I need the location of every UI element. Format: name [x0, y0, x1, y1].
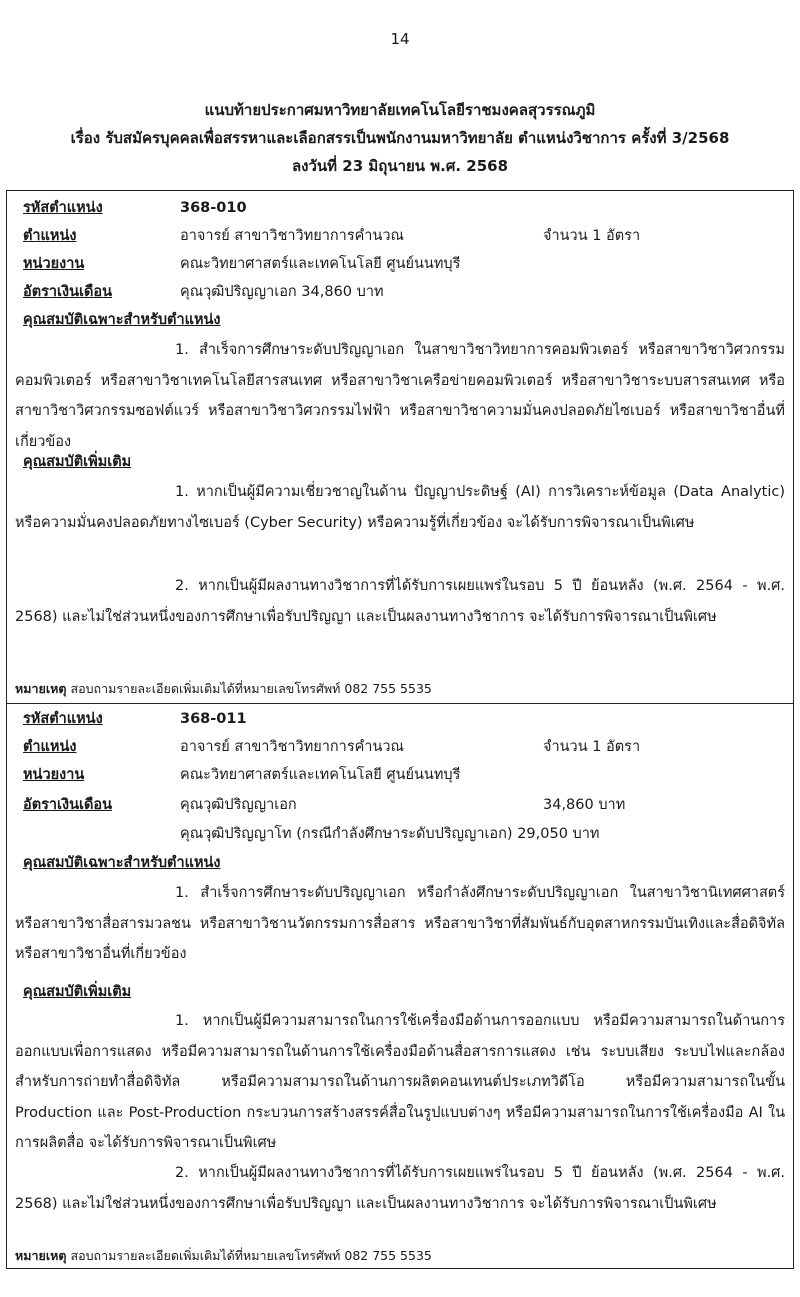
- salary-label: อัตราเงินเดือน: [23, 284, 112, 300]
- code-label: รหัสตำแหน่ง: [23, 711, 103, 727]
- position-count: จำนวน 1 อัตรา: [543, 739, 641, 755]
- page-number: 14: [390, 30, 410, 48]
- unit-value: คณะวิทยาศาสตร์และเทคโนโลยี ศูนย์นนทบุรี: [180, 767, 461, 783]
- note-row: [15, 679, 432, 699]
- salary-label: อัตราเงินเดือน: [23, 797, 112, 813]
- position-value: อาจารย์ สาขาวิชาวิทยาการคำนวณ: [180, 228, 404, 244]
- document-header: [0, 96, 800, 180]
- note-text: สอบถามรายละเอียดเพิ่มเติมได้ที่หมายเลขโทรศัพท์ 082 755 5535: [70, 681, 432, 696]
- position-block-368-011: [6, 703, 794, 1269]
- salary-value: คุณวุฒิปริญญาเอก: [180, 797, 297, 813]
- position-block-368-010: [6, 190, 794, 704]
- additional-heading: คุณสมบัติเพิ่มเติม: [23, 454, 132, 470]
- header-line-3: ลงวันที่ 23 มิถุนายน พ.ศ. 2568: [291, 157, 509, 175]
- specific-item-1: 1. สำเร็จการศึกษาระดับปริญญาเอก ในสาขาวิชาวิทยาการคอมพิวเตอร์ หรือสาขาวิชาวิศวกรรมคอมพิวเตอร์ หรือสาขาวิชาเทคโนโลยีสารสนเทศ หรือสาขาวิชาเครือข่ายคอมพิวเตอร์ หรือสาขาวิชาระบบสารสนเทศ หรือสาขาวิชาวิศวกรรมซอฟต์แวร์ หรือสาขาวิชาวิศวกรรมไฟฟ้า หรือสาขาวิชาความมั่นคงปลอดภัยไซเบอร์ หรือสาขาวิชาอื่นที่เกี่ยวข้อง: [15, 342, 785, 450]
- note-label: หมายเหตุ: [15, 681, 67, 696]
- additional-item-2: 2. หากเป็นผู้มีผลงานทางวิชาการที่ได้รับการเผยแพร่ในรอบ 5 ปี ย้อนหลัง (พ.ศ. 2564 - พ.ศ. 2568) และไม่ใช่ส่วนหนึ่งของการศึกษาเพื่อรับปริญญา และเป็นผลงานทางวิชาการ จะได้รับการพิจารณาเป็นพิเศษ: [15, 578, 785, 625]
- code-label: รหัสตำแหน่ง: [23, 200, 103, 216]
- header-line-2: เรื่อง รับสมัครบุคคลเพื่อสรรหาและเลือกสรรเป็นพนักงานมหาวิทยาลัย ตำแหน่งวิชาการ ครั้งที่ 3/2568: [70, 129, 730, 147]
- position-value: อาจารย์ สาขาวิชาวิทยาการคำนวณ: [180, 739, 404, 755]
- note-text: สอบถามรายละเอียดเพิ่มเติมได้ที่หมายเลขโทรศัพท์ 082 755 5535: [70, 1248, 432, 1263]
- position-label: ตำแหน่ง: [23, 228, 77, 244]
- additional-item-1: 1. หากเป็นผู้มีความสามารถในการใช้เครื่องมือด้านการออกแบบ หรือมีความสามารถในด้านการออกแบบเพื่อการแสดง หรือมีความสามารถในด้านการใช้เครื่องมือด้านสื่อสารการแสดง เช่น ระบบเสียง ระบบไฟและกล้องสำหรับการถ่ายทำสื่อดิจิทัล หรือมีความสามารถในด้านการผลิตคอนเทนต์ประเภทวิดีโอ หรือมีความสามารถในขั้น Production และ Post-Production กระบวนการสร้างสรรค์สื่อในรูปแบบต่างๆ หรือมีความสามารถในการใช้เครื่องมือ AI ในการผลิตสื่อ จะได้รับการพิจารณาเป็นพิเศษ: [15, 1013, 785, 1151]
- code-value: 368-011: [180, 711, 247, 727]
- salary-value: คุณวุฒิปริญญาเอก 34,860 บาท: [180, 284, 384, 300]
- salary-amount: 34,860 บาท: [543, 797, 626, 813]
- note-label: หมายเหตุ: [15, 1248, 67, 1263]
- additional-heading: คุณสมบัติเพิ่มเติม: [23, 984, 132, 1000]
- salary-value-2: คุณวุฒิปริญญาโท (กรณีกำลังศึกษาระดับปริญญาเอก) 29,050 บาท: [180, 826, 600, 842]
- position-label: ตำแหน่ง: [23, 739, 77, 755]
- additional-item-2: 2. หากเป็นผู้มีผลงานทางวิชาการที่ได้รับการเผยแพร่ในรอบ 5 ปี ย้อนหลัง (พ.ศ. 2564 - พ.ศ. 2568) และไม่ใช่ส่วนหนึ่งของการศึกษาเพื่อรับปริญญา และเป็นผลงานทางวิชาการ จะได้รับการพิจารณาเป็นพิเศษ: [15, 1165, 785, 1212]
- unit-label: หน่วยงาน: [23, 256, 85, 272]
- specific-heading: คุณสมบัติเฉพาะสำหรับตำแหน่ง: [23, 312, 221, 328]
- header-line-1: แนบท้ายประกาศมหาวิทยาลัยเทคโนโลยีราชมงคลสุวรรณภูมิ: [204, 101, 596, 119]
- additional-item-1: 1. หากเป็นผู้มีความเชี่ยวชาญในด้าน ปัญญาประดิษฐ์ (AI) การวิเคราะห์ข้อมูล (Data Analytic) หรือความมั่นคงปลอดภัยทางไซเบอร์ (Cyber Security) หรือความรู้ที่เกี่ยวข้อง จะได้รับการพิจารณาเป็นพิเศษ: [15, 484, 785, 531]
- position-count: จำนวน 1 อัตรา: [543, 228, 641, 244]
- specific-item-1: 1. สำเร็จการศึกษาระดับปริญญาเอก หรือกำลังศึกษาระดับปริญญาเอก ในสาขาวิชานิเทศศาสตร์ หรือสาขาวิชาสื่อสารมวลชน หรือสาขาวิชานวัตกรรมการสื่อสาร หรือสาขาวิชาที่สัมพันธ์กับอุตสาหกรรมบันเทิงและสื่อดิจิทัล หรือสาขาวิชาอื่นที่เกี่ยวข้อง: [15, 885, 785, 962]
- unit-label: หน่วยงาน: [23, 767, 85, 783]
- note-row: [15, 1246, 432, 1266]
- specific-heading: คุณสมบัติเฉพาะสำหรับตำแหน่ง: [23, 855, 221, 871]
- code-value: 368-010: [180, 200, 247, 216]
- unit-value: คณะวิทยาศาสตร์และเทคโนโลยี ศูนย์นนทบุรี: [180, 256, 461, 272]
